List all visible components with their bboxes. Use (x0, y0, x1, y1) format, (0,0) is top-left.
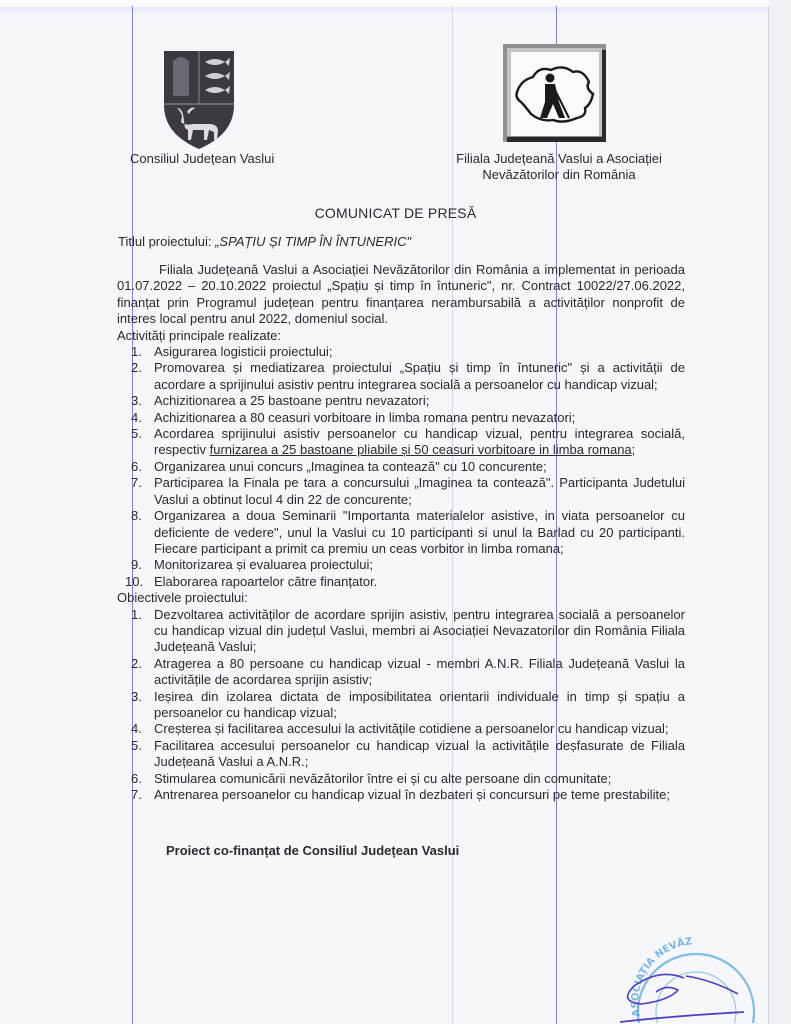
list-number: 4. (131, 721, 142, 737)
list-item (117, 393, 685, 409)
list-number: 5. (131, 737, 142, 753)
list-item (117, 787, 685, 803)
activities-list (117, 344, 685, 590)
list-number: 4. (131, 409, 142, 425)
scan-artifact (0, 7, 791, 17)
list-number: 2. (131, 655, 142, 671)
association-caption-line2: Nevăzătorilor din România (482, 167, 636, 182)
list-text: Ieșirea din izolarea dictata de imposibilitatea orientarii individuale in timp și spațiu a persoanelor cu handicap vizual; (154, 688, 685, 720)
list-text: Achizitionarea a 80 ceasuri vorbitoare in limba romana pentru nevazatori; (154, 409, 576, 425)
list-number: 5. (131, 426, 142, 442)
county-council-caption: Consiliul Județean Vaslui (130, 151, 275, 166)
association-caption-line1: Filiala Județeană Vaslui a Asociației (456, 151, 662, 166)
list-text: Elaborarea rapoartelor către finanțator. (154, 573, 378, 589)
list-item (117, 771, 685, 787)
list-text: Acordarea sprijinului asistiv persoanelor cu handicap vizual, pentru integrarea socială, respectiv (154, 426, 685, 458)
list-number: 3. (131, 688, 142, 704)
list-item (117, 689, 685, 722)
intro-paragraph: Filiala Județeană Vaslui a Asociației Nevăzătorilor din România a implementat in perioada 01.07.2022 – 20.10.2022 proiectul „Spațiu și timp în întuneric", nr. Contract 10022/27.06.2022, finanțat prin Programul județean pentru finanțarea nerambursabilă a activităților nonprofit de interes local pentru anul 2022, domeniul social. (117, 262, 685, 327)
list-number: 1. (131, 344, 142, 360)
list-text: Monitorizarea și evaluarea proiectului; (154, 557, 373, 573)
cofinance-note: Proiect co-finanțat de Consiliul Județean Vaslui (166, 843, 460, 859)
objectives-label: Obiectivele proiectului: (117, 590, 248, 606)
project-title-value: „SPAȚIU ȘI TIMP ÎN ÎNTUNERIC" (215, 234, 412, 249)
list-item (117, 475, 685, 508)
stamp-signature-icon (612, 928, 782, 1023)
list-text: Facilitarea accesului persoanelor cu handicap vizual la activitățile deșfasurate de Filiala Județeană Vaslui a A.N.R.; (154, 737, 685, 770)
list-text-underlined: furnizarea a 25 bastoane pliabile și 50 ceasuri vorbitoare in limba romana (209, 442, 632, 458)
list-text: Asigurarea logisticii proiectului; (154, 344, 333, 360)
list-item (117, 508, 685, 557)
project-title (118, 234, 411, 249)
list-item (117, 426, 685, 459)
list-text: Organizarea a doua Seminarii "Importanta materialelor asistive, in viata persoanelor cu deficiente de vedere", unul la Vaslui cu 10 participanti si unul la Barlad cu 20 participanti. Fiecare participant a primit ca premiu un ceas vorbitor in limba romana; (154, 508, 685, 556)
list-item (117, 574, 685, 590)
project-title-label: Titlul proiectului: (118, 234, 216, 249)
list-text-suffix: ; (631, 442, 636, 458)
list-item (117, 721, 685, 737)
list-item (117, 557, 685, 573)
list-text: Promovarea și mediatizarea proiectului „Spațiu și timp în întuneric" și a activității de acordare a sprijinului asistiv pentru integrarea socială a persoanelor cu handicap vizual; (154, 360, 685, 392)
activities-label: Activități principale realizate: (117, 327, 282, 343)
document-body (117, 262, 685, 859)
svg-text:ASOCIAȚIA NEVĂZ: ASOCIAȚIA NEVĂZ (630, 936, 693, 1018)
list-number: 2. (131, 360, 142, 376)
list-text: Creșterea și facilitarea accesului la activitățile cotidiene a persoanelor cu handicap vizual; (154, 721, 669, 737)
list-item (117, 344, 685, 360)
scan-border (0, 0, 791, 7)
list-number: 10. (125, 573, 144, 589)
list-text: Organizarea unui concurs „Imaginea ta contează" cu 10 concurente; (154, 458, 547, 474)
objectives-list (117, 607, 685, 804)
list-item (117, 459, 685, 475)
list-text: Atragerea a 80 persoane cu handicap vizual - membri A.N.R. Filiala Județeană Vaslui la activitățile de acordarea sprijin asistiv; (154, 655, 685, 688)
list-number: 1. (131, 606, 142, 622)
page-edge (769, 0, 791, 1024)
list-item (117, 656, 685, 689)
scan-line (768, 6, 769, 1024)
blind-association-logo-icon (503, 44, 606, 142)
list-number: 3. (131, 393, 142, 409)
list-number: 7. (131, 475, 142, 491)
list-item (117, 738, 685, 771)
list-text: Participarea la Finala pe tara a concursului „Imaginea ta contează". Participanta Judetului Vaslui a obtinut locul 4 din 22 de concurente; (154, 475, 685, 507)
list-text: Stimularea comunicării nevăzătorilor între ei și cu alte persoane din comunitate; (154, 770, 612, 786)
list-text: Antrenarea persoanelor cu handicap vizual în dezbateri și concursuri pe teme prestabilite; (154, 787, 670, 802)
list-item (117, 410, 685, 426)
list-number: 6. (131, 458, 142, 474)
page-title: COMUNICAT DE PRESĂ (314, 205, 477, 221)
list-item (117, 607, 685, 656)
list-number: 8. (131, 508, 142, 524)
association-caption (440, 151, 678, 183)
list-number: 6. (131, 770, 142, 786)
list-number: 7. (131, 787, 142, 802)
list-text: Achizitionarea a 25 bastoane pentru nevazatori; (154, 393, 430, 409)
list-item (117, 360, 685, 393)
list-number: 9. (131, 557, 142, 573)
coat-of-arms-icon (163, 50, 235, 150)
list-text: Dezvoltarea activităților de acordare sprijin asistiv, pentru integrarea socială a persoanelor cu handicap vizual din județul Vaslui, membri ai Asociației Nevazatorilor din România Filiala Județeană Vaslui; (154, 606, 685, 655)
